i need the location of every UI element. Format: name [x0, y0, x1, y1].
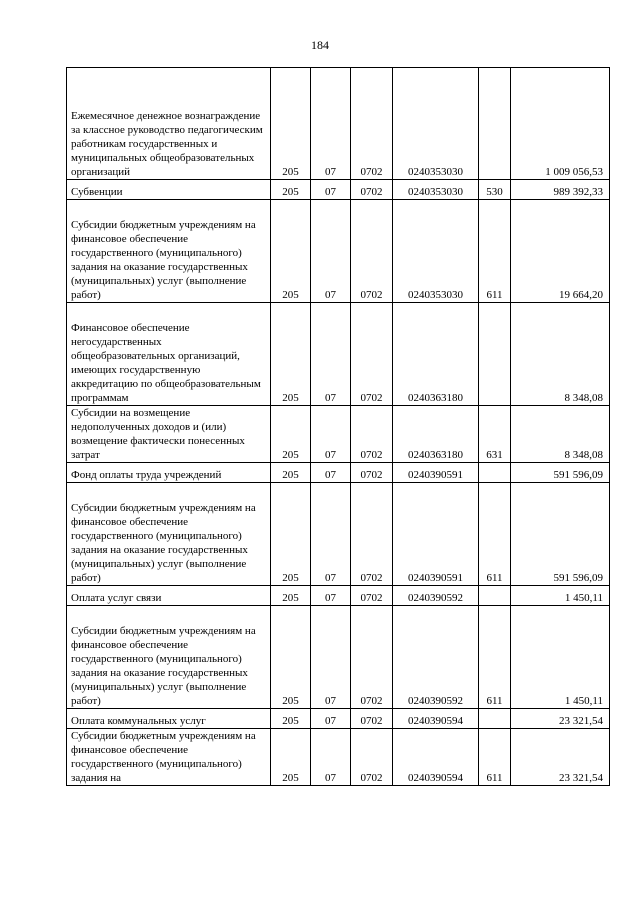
row-grbs-code: 205 [271, 709, 311, 729]
row-grbs-code: 205 [271, 406, 311, 463]
row-section-code: 07 [311, 729, 351, 786]
row-section-code: 07 [311, 406, 351, 463]
table-row [67, 483, 610, 586]
table-row [67, 586, 610, 606]
row-section-code: 07 [311, 180, 351, 200]
table-row [67, 463, 610, 483]
row-grbs-code: 205 [271, 483, 311, 586]
row-grbs-code: 205 [271, 180, 311, 200]
row-subsection-code: 0702 [351, 406, 393, 463]
row-subsection-code: 0702 [351, 729, 393, 786]
row-target-article-code: 0240390594 [393, 709, 479, 729]
table-row [67, 709, 610, 729]
table-row [67, 303, 610, 406]
row-grbs-code: 205 [271, 586, 311, 606]
row-name: Оплата коммунальных услуг [67, 709, 271, 729]
row-name: Субвенции [67, 180, 271, 200]
row-expense-type-code: 611 [479, 606, 511, 709]
row-amount: 23 321,54 [511, 729, 610, 786]
row-grbs-code: 205 [271, 463, 311, 483]
row-target-article-code: 0240390594 [393, 729, 479, 786]
row-name: Субсидии на возмещение недополученных доходов и (или) возмещение фактически понесенных затрат [67, 406, 271, 463]
row-expense-type-code: 611 [479, 200, 511, 303]
table-row [67, 606, 610, 709]
row-target-article-code: 0240390591 [393, 463, 479, 483]
row-name: Ежемесячное денежное вознаграждение за классное руководство педагогическим работникам государственных и муниципальных общеобразовательных организаций [67, 68, 271, 180]
row-subsection-code: 0702 [351, 68, 393, 180]
row-name: Субсидии бюджетным учреждениям на финансовое обеспечение государственного (муниципального) задания на оказание государственных (муниципальных) услуг (выполнение работ) [67, 606, 271, 709]
table-row [67, 729, 610, 786]
row-target-article-code: 0240353030 [393, 68, 479, 180]
row-grbs-code: 205 [271, 303, 311, 406]
page-number: 184 [311, 38, 329, 52]
row-target-article-code: 0240363180 [393, 303, 479, 406]
row-section-code: 07 [311, 68, 351, 180]
row-subsection-code: 0702 [351, 709, 393, 729]
row-name: Субсидии бюджетным учреждениям на финансовое обеспечение государственного (муниципального) задания на [67, 729, 271, 786]
row-section-code: 07 [311, 483, 351, 586]
row-name: Оплата услуг связи [67, 586, 271, 606]
row-target-article-code: 0240390592 [393, 606, 479, 709]
row-grbs-code: 205 [271, 606, 311, 709]
row-section-code: 07 [311, 200, 351, 303]
row-amount: 8 348,08 [511, 303, 610, 406]
row-section-code: 07 [311, 586, 351, 606]
row-grbs-code: 205 [271, 200, 311, 303]
row-amount: 19 664,20 [511, 200, 610, 303]
row-expense-type-code [479, 303, 511, 406]
table-row [67, 68, 610, 180]
row-expense-type-code: 611 [479, 483, 511, 586]
row-grbs-code: 205 [271, 68, 311, 180]
row-expense-type-code [479, 463, 511, 483]
row-expense-type-code [479, 586, 511, 606]
row-expense-type-code: 530 [479, 180, 511, 200]
row-target-article-code: 0240390591 [393, 483, 479, 586]
table-row [67, 180, 610, 200]
row-grbs-code: 205 [271, 729, 311, 786]
row-subsection-code: 0702 [351, 483, 393, 586]
row-subsection-code: 0702 [351, 463, 393, 483]
row-target-article-code: 0240363180 [393, 406, 479, 463]
row-expense-type-code [479, 68, 511, 180]
row-amount: 1 450,11 [511, 606, 610, 709]
table-row [67, 200, 610, 303]
row-amount: 1 450,11 [511, 586, 610, 606]
row-amount: 8 348,08 [511, 406, 610, 463]
row-expense-type-code: 631 [479, 406, 511, 463]
row-expense-type-code [479, 709, 511, 729]
table-row [67, 406, 610, 463]
row-subsection-code: 0702 [351, 180, 393, 200]
row-name: Субсидии бюджетным учреждениям на финансовое обеспечение государственного (муниципального) задания на оказание государственных (муниципальных) услуг (выполнение работ) [67, 483, 271, 586]
row-subsection-code: 0702 [351, 303, 393, 406]
row-target-article-code: 0240353030 [393, 200, 479, 303]
row-amount: 591 596,09 [511, 463, 610, 483]
row-name: Финансовое обеспечение негосударственных общеобразовательных организаций, имеющих государственную аккредитацию по общеобразовательным программам [67, 303, 271, 406]
row-amount: 23 321,54 [511, 709, 610, 729]
row-amount: 989 392,33 [511, 180, 610, 200]
row-subsection-code: 0702 [351, 606, 393, 709]
row-name: Фонд оплаты труда учреждений [67, 463, 271, 483]
row-expense-type-code: 611 [479, 729, 511, 786]
row-target-article-code: 0240390592 [393, 586, 479, 606]
row-name: Субсидии бюджетным учреждениям на финансовое обеспечение государственного (муниципального) задания на оказание государственных (муниципальных) услуг (выполнение работ) [67, 200, 271, 303]
row-target-article-code: 0240353030 [393, 180, 479, 200]
row-amount: 1 009 056,53 [511, 68, 610, 180]
row-section-code: 07 [311, 303, 351, 406]
row-subsection-code: 0702 [351, 586, 393, 606]
row-amount: 591 596,09 [511, 483, 610, 586]
row-section-code: 07 [311, 709, 351, 729]
row-section-code: 07 [311, 463, 351, 483]
row-section-code: 07 [311, 606, 351, 709]
row-subsection-code: 0702 [351, 200, 393, 303]
budget-table [66, 67, 610, 786]
